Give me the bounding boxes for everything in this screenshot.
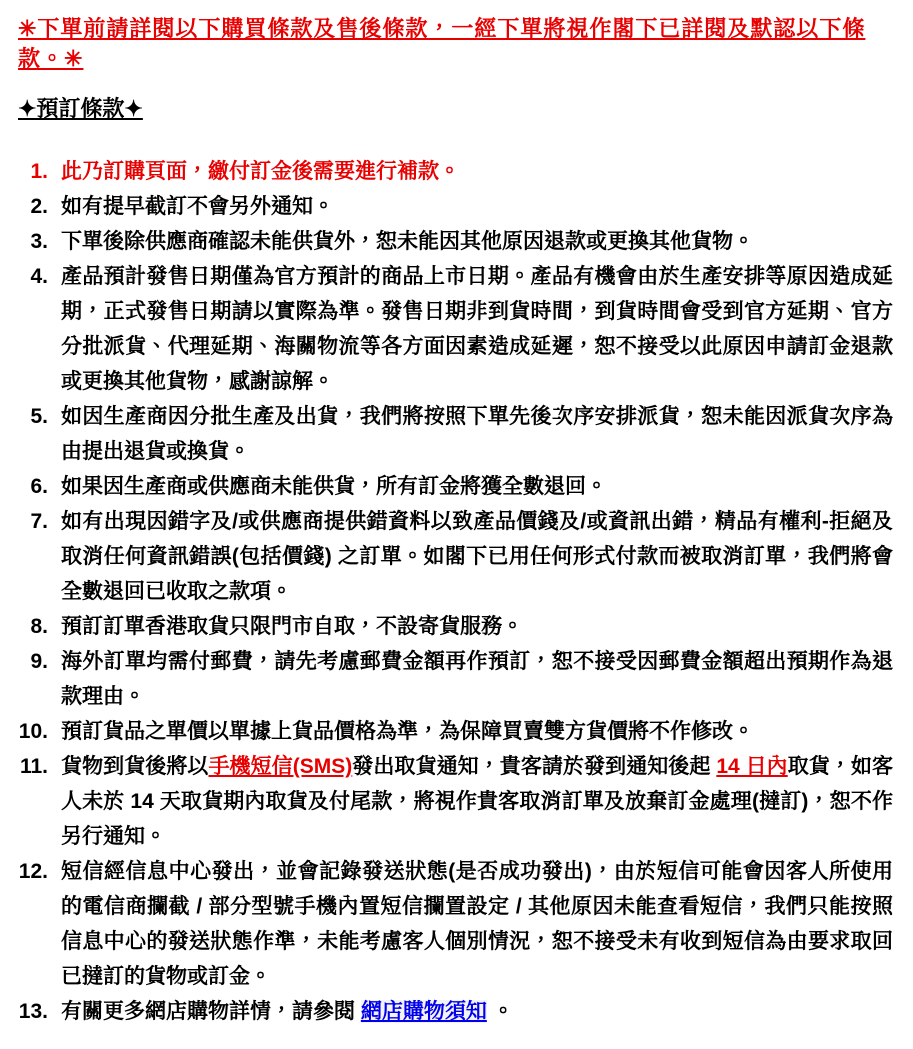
term-number: 9. [30,650,48,673]
term-item-1 [16,154,893,189]
text-segment: 發出取貨通知，貴客請於發到通知後起 [352,755,717,778]
term-text [61,714,893,749]
term-item-13 [16,994,893,1029]
term-number: 8. [30,615,48,638]
term-number: 5. [30,405,48,428]
purchase-notice-header: ✳下單前請詳閱以下購買條款及售後條款，一經下單將視作閣下已詳閱及默認以下條款。✳ [18,16,866,71]
text-segment: 此乃訂購頁面，繳付訂金後需要進行補款。 [61,160,460,183]
text-segment: 如有提早截訂不會另外通知。 [61,195,334,218]
shop-guide-link[interactable]: 網店購物須知 [360,1000,487,1023]
term-item-4 [16,259,893,399]
terms-list [16,154,893,1029]
term-number: 3. [30,230,48,253]
text-segment: 有關更多網店購物詳情，請參閱 [61,1000,361,1023]
highlighted-red-text: 14 日內 [716,755,788,778]
term-number: 13. [18,1000,48,1023]
text-segment: 貨物到貨後將以 [61,755,209,778]
term-number: 1. [30,160,48,183]
text-segment: 如因生產商因分批生產及出貨，我們將按照下單先後次序安排派貨，恕未能因派貨次序為由提出退貨或換貨。 [61,405,893,463]
term-item-7 [16,504,893,609]
term-number: 11. [19,755,48,778]
term-item-5 [16,399,893,469]
text-segment: 海外訂單均需付郵費，請先考慮郵費金額再作預訂，恕不接受因郵費金額超出預期作為退款理由。 [61,650,893,708]
preorder-terms-title: ✦預訂條款✦ [18,96,143,121]
term-item-10 [16,714,893,749]
term-number: 6. [30,475,48,498]
term-item-6 [16,469,893,504]
text-segment: 如有出現因錯字及/或供應商提供錯資料以致產品價錢及/或資訊出錯，精品有權利-拒絕及取消任何資訊錯誤(包括價錢) 之訂單。如閣下已用任何形式付款而被取消訂單，我們將會全數退回已收取之款項。 [61,510,893,603]
text-segment: 下單後除供應商確認未能供貨外，恕未能因其他原因退款或更換其他貨物。 [61,230,754,253]
text-segment: 。 [486,1000,514,1023]
term-item-12 [16,854,893,994]
term-item-9 [16,644,893,714]
term-text [61,469,893,504]
term-item-2 [16,189,893,224]
term-text [61,504,893,609]
term-text [61,154,893,189]
text-segment: 取貨，如客人未於 14 天取貨期內取貨及付尾款，將視作貴客取消訂單及放棄訂金處理(撻訂)，恕不作另行通知。 [61,755,893,848]
term-item-11 [16,749,893,854]
term-number: 12. [18,860,48,883]
term-text [61,749,893,854]
term-item-8 [16,609,893,644]
term-text [61,644,893,714]
term-text [61,609,893,644]
term-number: 2. [30,195,48,218]
text-segment: 預訂貨品之單價以單據上貨品價格為準，為保障買賣雙方貨價將不作修改。 [61,720,754,743]
section-title-wrap [16,94,893,140]
term-item-3 [16,224,893,259]
term-text [61,994,893,1029]
term-text [61,259,893,399]
term-text [61,189,893,224]
term-number: 4. [30,265,48,288]
text-segment: 產品預計發售日期僅為官方預計的商品上市日期。產品有機會由於生產安排等原因造成延期，正式發售日期請以實際為準。發售日期非到貨時間，到貨時間會受到官方延期、官方分批派貨、代理延期、海關物流等各方面因素造成延遲，恕不接受以此原因申請訂金退款或更換其他貨物，感謝諒解。 [61,265,893,393]
term-number: 7. [30,510,48,533]
term-text [61,399,893,469]
term-text [61,224,893,259]
highlighted-red-text: 手機短信(SMS) [208,755,353,778]
text-segment: 預訂訂單香港取貨只限門市自取，不設寄貨服務。 [61,615,523,638]
text-segment: 短信經信息中心發出，並會記錄發送狀態(是否成功發出)，由於短信可能會因客人所使用的電信商攔截 / 部分型號手機內置短信攔置設定 / 其他原因未能查看短信，我們只能按照信息中心的發送狀態作準，未能考慮客人個別情況，恕不接受未有收到短信為由要求取回已撻訂的貨物或訂金。 [61,860,893,988]
term-number: 10. [18,720,48,743]
term-text [61,854,893,994]
text-segment: 如果因生產商或供應商未能供貨，所有訂金將獲全數退回。 [61,475,607,498]
